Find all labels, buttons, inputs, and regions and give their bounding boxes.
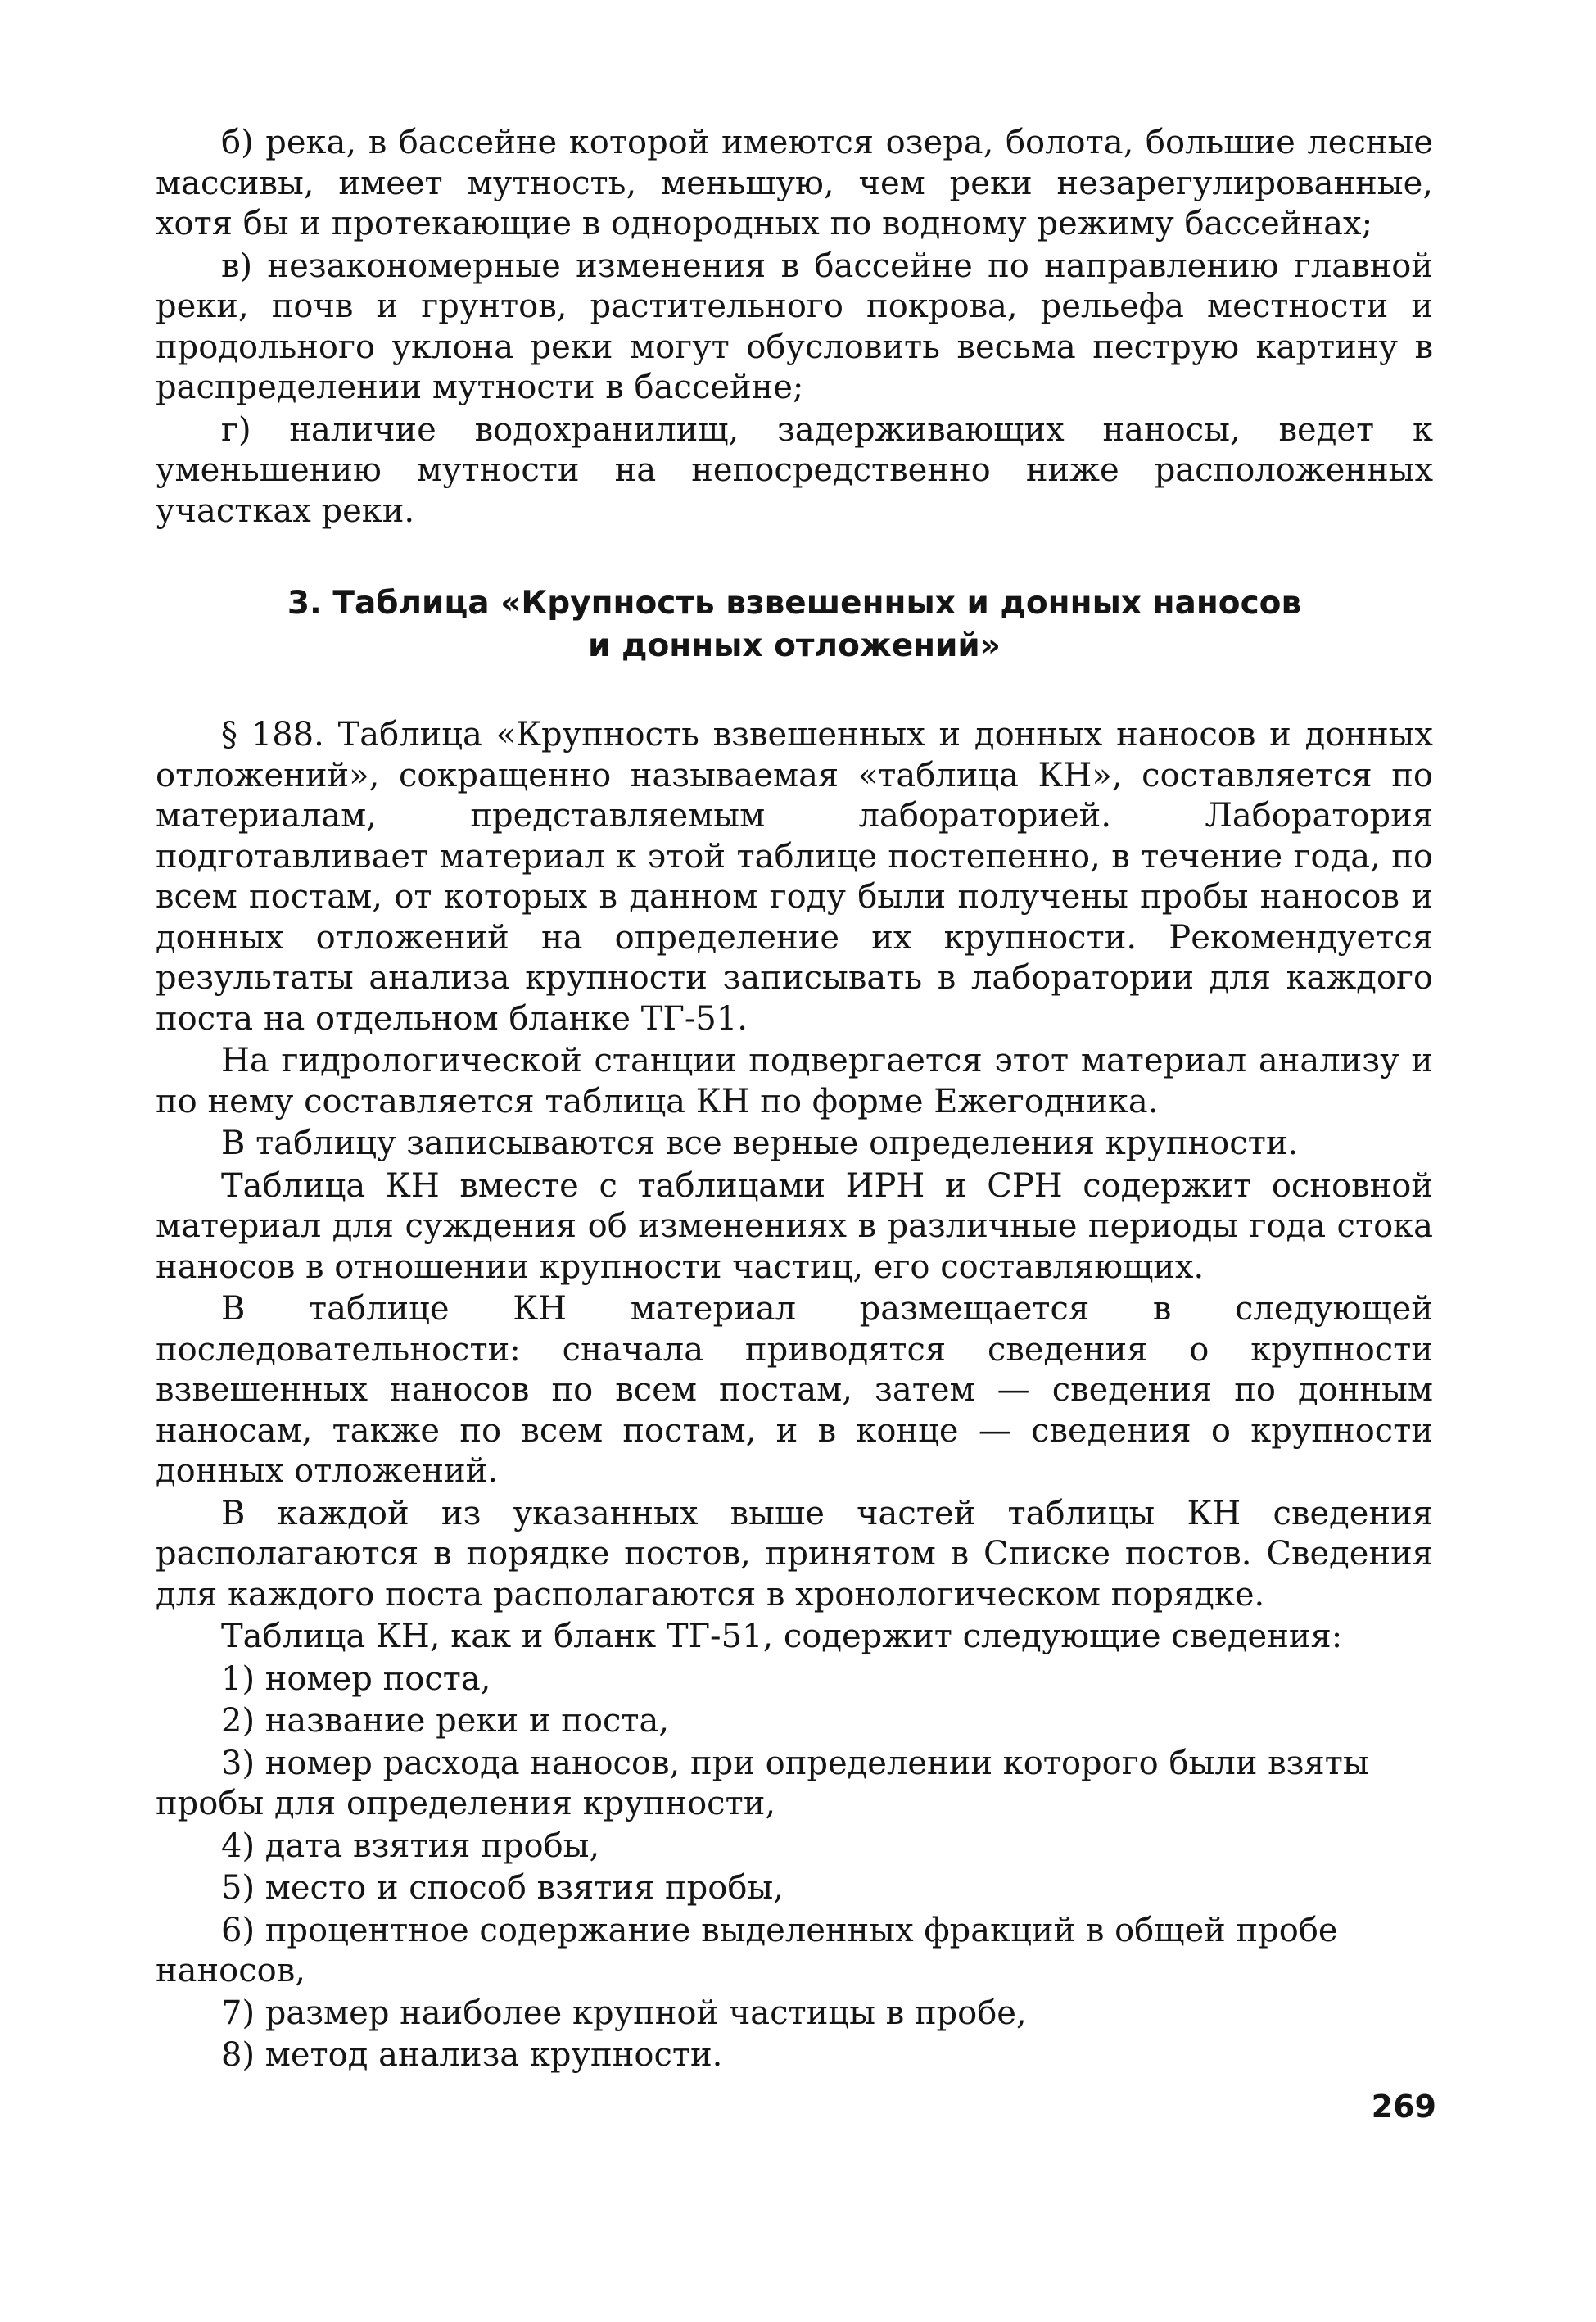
page-content	[156, 123, 1433, 2078]
list-item: 5) место и способ взятия пробы,	[221, 1869, 784, 1907]
list-item: 6) процентное содержание выделенных фракций в общей пробе наносов,	[156, 1911, 1338, 1989]
list-item: 4) дата взятия пробы,	[221, 1826, 600, 1865]
paragraph-188: § 188. Таблица «Крупность взвешенных и донных наносов и донных отложений», сокращенно называемая «таблица КН», составляется по материалам, представляемым лабораторией. Лаборатория подготавливает материал к этой таблице постепенно, в течение года, по всем постам, от которых в данном году были получены пробы наносов и донных отложений на определение их крупности. Рекомендуется результаты анализа крупности записывать в лаборатории для каждого поста на отдельном бланке ТГ-51.	[156, 716, 1433, 1038]
page-number: 269	[1371, 2089, 1436, 2125]
list-item: 8) метод анализа крупности.	[221, 2036, 723, 2074]
paragraph-contents-intro: Таблица КН, как и бланк ТГ-51, содержит следующие сведения:	[221, 1618, 1343, 1655]
section-heading-line-1: 3. Таблица «Крупность взвешенных и донных наносов	[287, 585, 1302, 622]
section-heading	[156, 582, 1433, 668]
paragraph-sequence: В таблице КН материал размещается в следующей последовательности: сначала приводятся сведения о крупности взвешенных наносов по всем постам, затем — сведения по донным наносам, также по всем постам, и в конце — сведения о крупности донных отложений.	[156, 1290, 1433, 1490]
list-item: 7) размер наиболее крупной частицы в пробе,	[221, 1994, 1027, 2032]
paragraph-g: г) наличие водохранилищ, задерживающих наносы, ведет к уменьшению мутности на непосредственно ниже расположенных участках реки.	[156, 410, 1433, 530]
paragraph-records: В таблицу записываются все верные определения крупности.	[221, 1125, 1299, 1162]
paragraph-tables-content: Таблица КН вместе с таблицами ИРН и СРН содержит основной материал для суждения об изменениях в различные периоды года стока наносов в отношении крупности частиц, его составляющих.	[156, 1166, 1433, 1286]
paragraph-station-analysis: На гидрологической станции подвергается этот материал анализу и по нему составляется таблица КН по форме Ежегодника.	[156, 1042, 1433, 1120]
paragraph-v: в) незакономерные изменения в бассейне по направлению главной реки, почв и грунтов, растительного покрова, рельефа местности и продольного уклона реки могут обусловить весьма пеструю картину в распределении мутности в бассейне;	[156, 247, 1433, 406]
list-item: 2) название реки и поста,	[221, 1702, 670, 1740]
paragraph-post-order: В каждой из указанных выше частей таблицы КН сведения располагаются в порядке постов, принятом в Списке постов. Сведения для каждого поста располагаются в хронологическом порядке.	[156, 1494, 1433, 1614]
list-item: 3) номер расхода наносов, при определении которого были взяты пробы для определения крупности,	[156, 1744, 1369, 1822]
section-heading-line-2: и донных отложений»	[588, 627, 1001, 664]
paragraph-b: б) река, в бассейне которой имеются озера, болота, большие лесные массивы, имеет мутность, меньшую, чем реки незарегулированные, хотя бы и протекающие в однородных по водному режиму бассейнах;	[156, 124, 1433, 242]
list-item: 1) номер поста,	[221, 1659, 491, 1698]
